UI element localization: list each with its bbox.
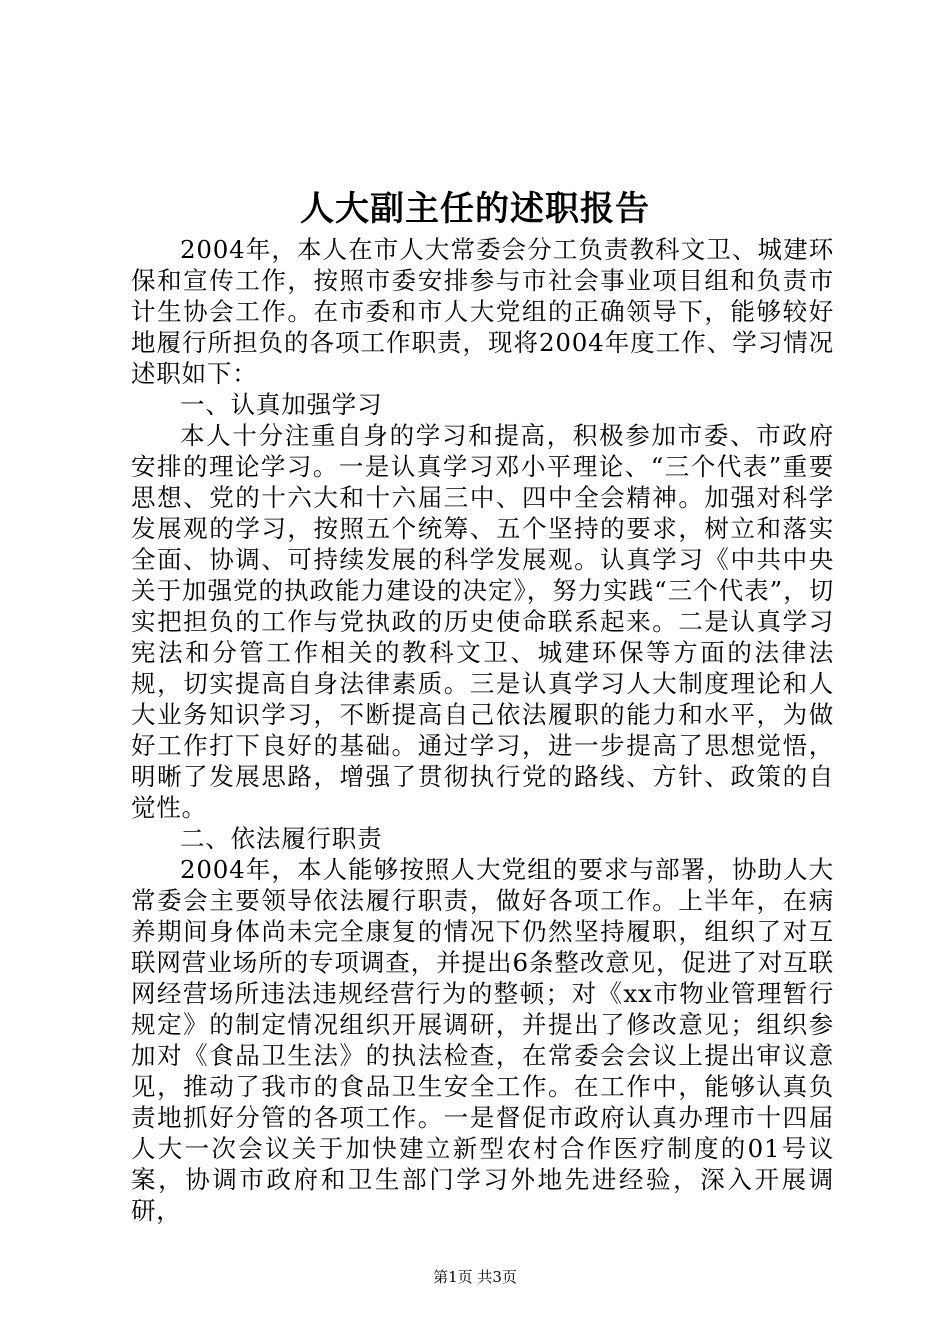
document-body [131,234,834,1226]
paragraph-duties: 2004年，本人能够按照人大党组的要求与部署，协助人大常委会主要领导依法履行职责，做好各项工作。上半年，在病养期间身体尚未完全康复的情况下仍然坚持履职，组织了对互联网营业场所的专项调查，并提出6条整改意见，促进了对互联网经营场所违法违规经营行为的整顿；对《xx市物业管理暂行规定》的制定情况组织开展调研，并提出了修改意见；组织参加对《食品卫生法》的执法检查，在常委会会议上提出审议意见，推动了我市的食品卫生安全工作。在工作中，能够认真负责地抓好分管的各项工作。一是督促市政府认真办理市十四届人大一次会议关于加快建立新型农村合作医疗制度的01号议案，协调市政府和卫生部门学习外地先进经验，深入开展调研， [131,855,834,1225]
section-heading-duties: 二、依法履行职责 [180,824,383,853]
section-heading-study: 一、认真加强学习 [180,390,383,419]
document-title: 人大副主任的述职报告 [300,189,650,229]
paragraph-study: 本人十分注重自身的学习和提高，积极参加市委、市政府安排的理论学习。一是认真学习邓小平理论、“三个代表”重要思想、党的十六大和十六届三中、四中全会精神。加强对科学发展观的学习，按照五个统筹、五个坚持的要求，树立和落实全面、协调、可持续发展的科学发展观。认真学习《中共中央关于加强党的执政能力建设的决定》，努力实践“三个代表”，切实把担负的工作与党执政的历史使命联系起来。二是认真学习宪法和分管工作相关的教科文卫、城建环保等方面的法律法规，切实提高自身法律素质。三是认真学习人大制度理论和人大业务知识学习，不断提高自己依法履职的能力和水平，为做好工作打下良好的基础。通过学习，进一步提高了思想觉悟，明晰了发展思路，增强了贯彻执行党的路线、方针、政策的自觉性。 [131,421,834,822]
page-footer: 第1页 共3页 [433,1268,517,1286]
paragraph-intro: 2004年，本人在市人大常委会分工负责教科文卫、城建环保和宣传工作，按照市委安排参与市社会事业项目组和负责市计生协会工作。在市委和市人大党组的正确领导下，能够较好地履行所担负的各项工作职责，现将2004年度工作、学习情况述职如下： [131,235,834,388]
